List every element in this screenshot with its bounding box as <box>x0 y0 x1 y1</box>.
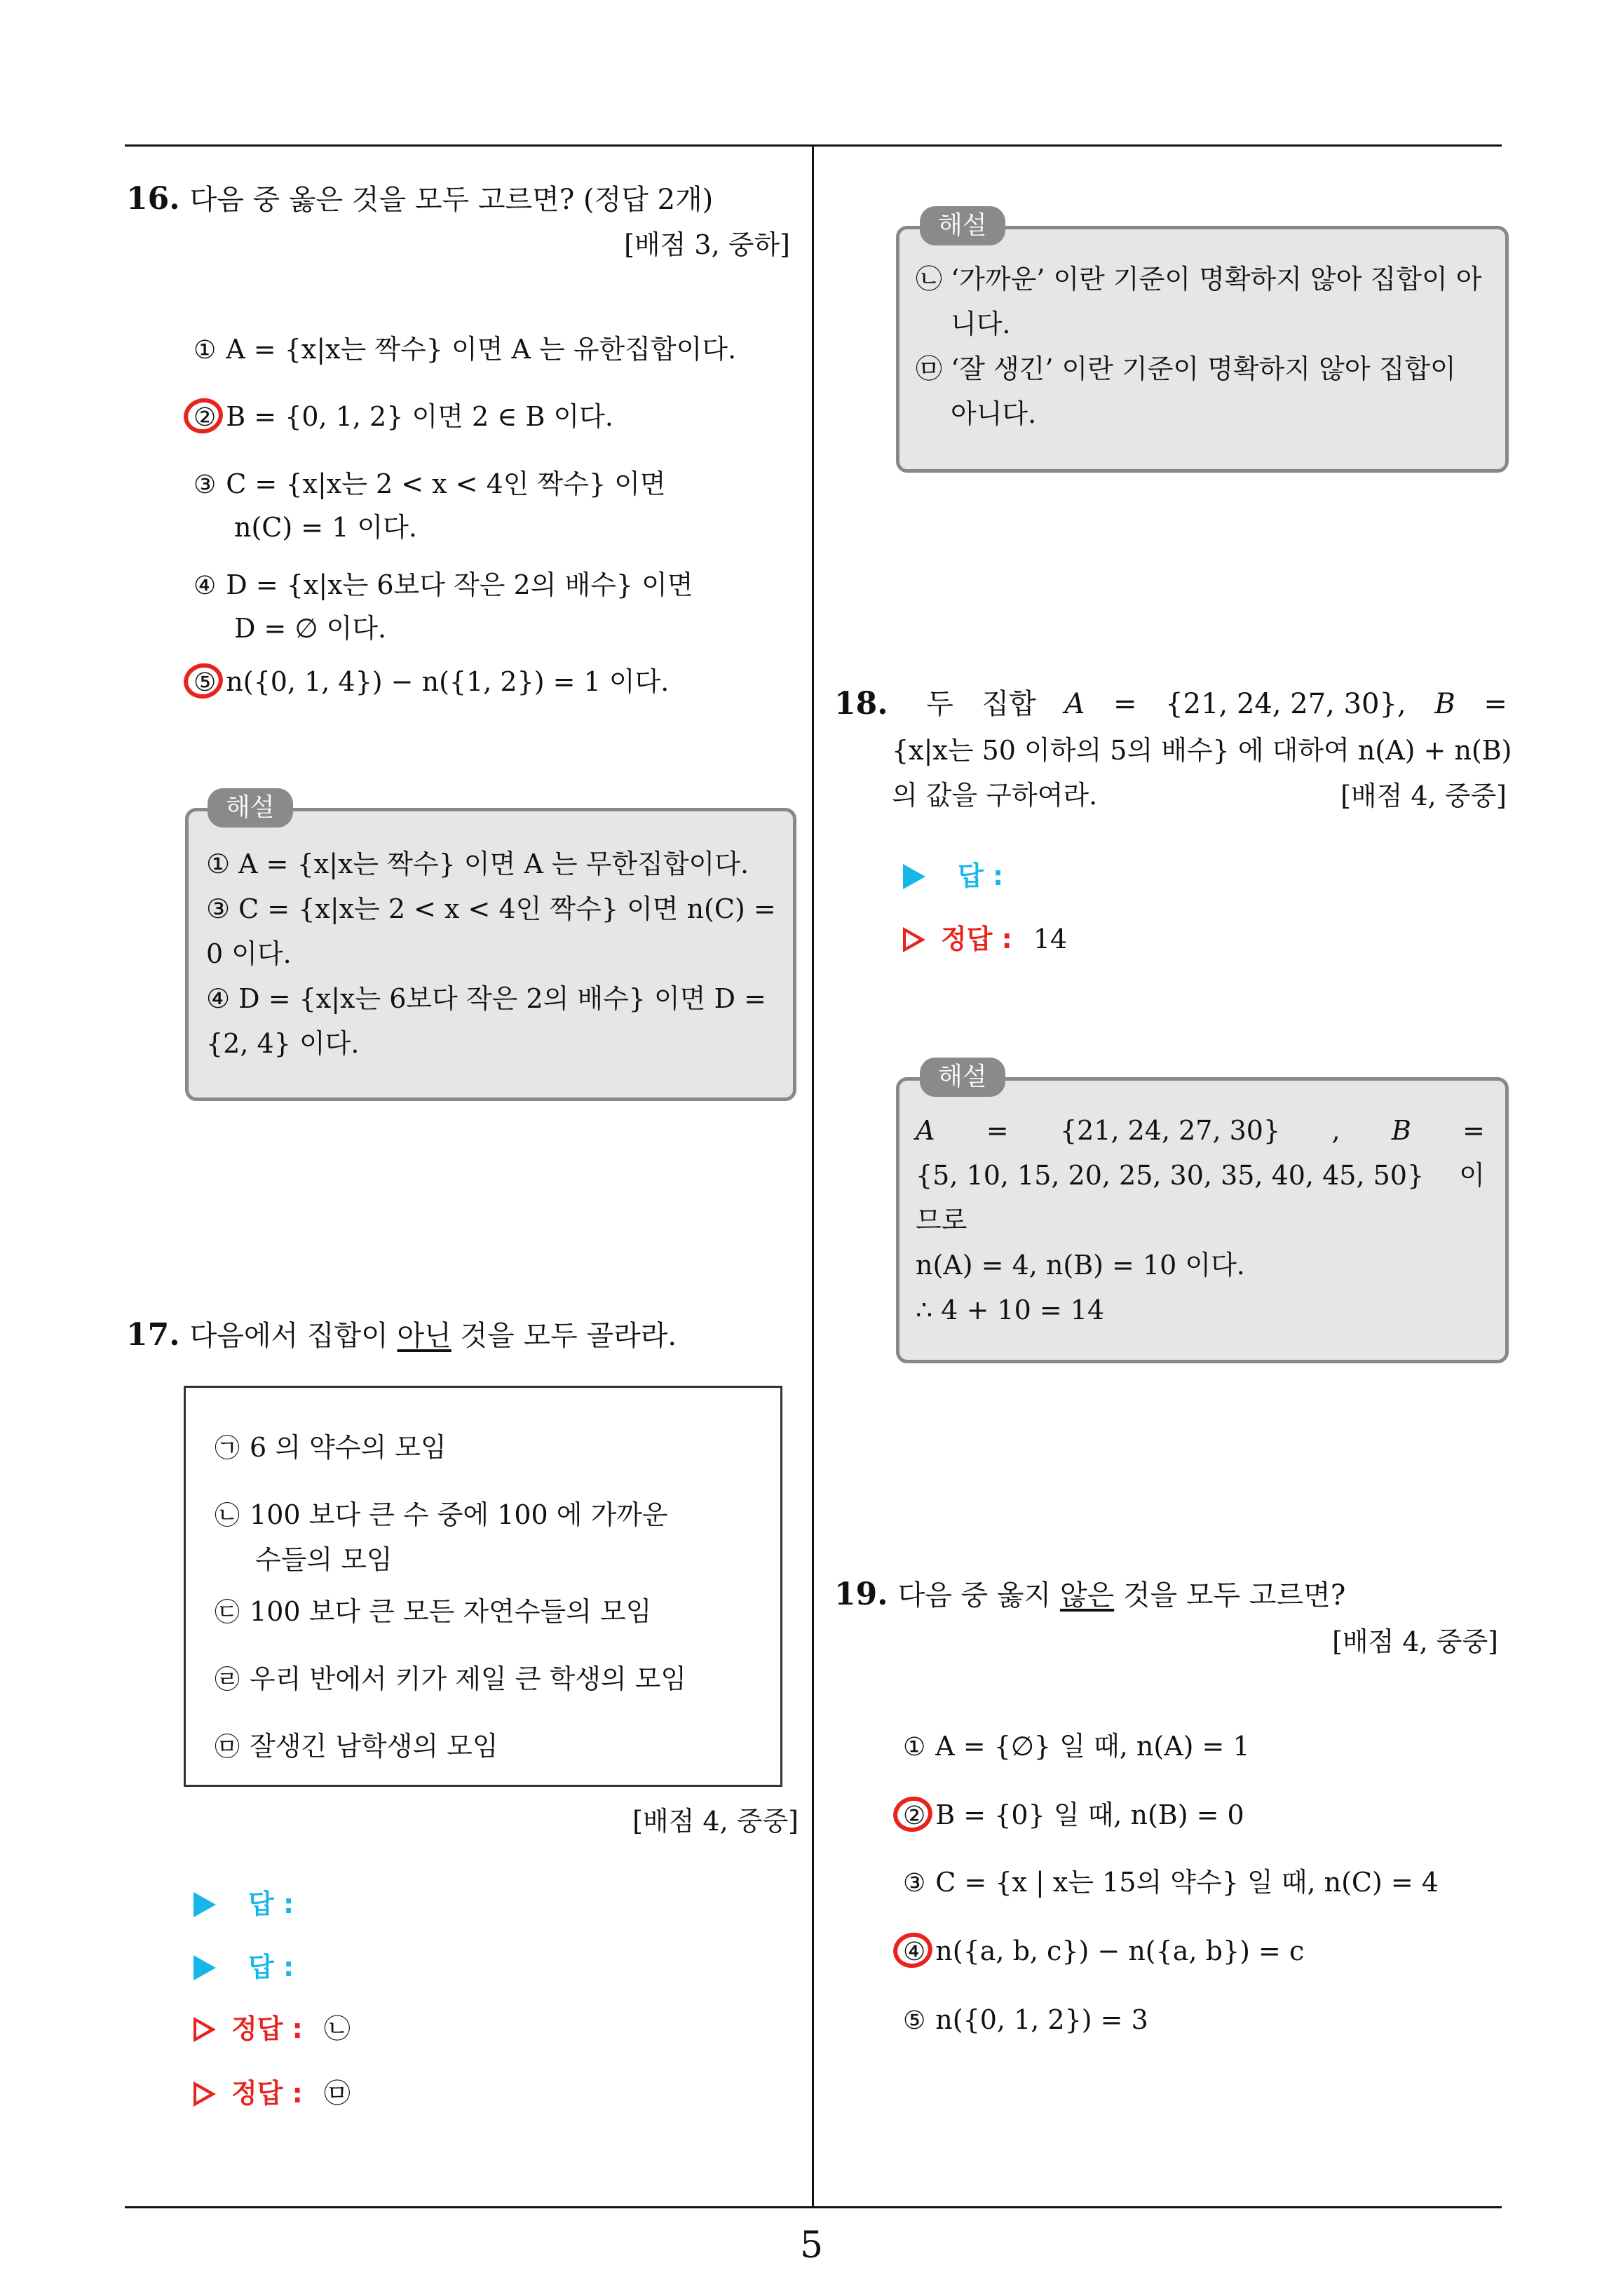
bottom-rule <box>125 2206 1502 2208</box>
question-17: 17. 다음에서 집합이 아닌 것을 모두 골라라. <box>126 1317 677 1353</box>
page-number: 5 <box>799 2224 824 2267</box>
option-5[interactable]: ⑤ n({0, 1, 2}) = 3 <box>903 2004 1148 2035</box>
solution-tag: 해설 <box>920 206 1005 245</box>
answer-field[interactable]: 답 : <box>903 858 1003 893</box>
solution-line: ③ C = {x|x는 2 < x < 4인 짝수} 이면 n(C) = <box>206 893 776 924</box>
outline-triangle-icon <box>193 2017 216 2042</box>
play-icon <box>193 1955 216 1980</box>
question-18-line1: 18. 두 집합 A = {21, 24, 27, 30}, B = <box>834 684 1507 724</box>
question-number: 17. <box>126 1317 180 1353</box>
question-19: 19. 다음 중 옳지 않은 것을 모두 고르면? <box>834 1576 1346 1612</box>
question-text: 다음 중 옳은 것을 모두 고르면? (정답 2개) <box>189 184 714 216</box>
score-label: [배점 4, 중중] <box>1332 1626 1498 1657</box>
solution-tag: 해설 <box>208 788 293 828</box>
score-label: [배점 4, 중중] <box>632 1806 799 1837</box>
option-b[interactable]: ㉡ 100 보다 큰 수 중에 100 에 가까운 <box>215 1499 668 1530</box>
option-3[interactable]: ③ C = {x | x는 15의 약수} 일 때, n(C) = 4 <box>903 1867 1439 1898</box>
solution-line: 므로 <box>916 1205 967 1236</box>
outline-triangle-icon <box>193 2081 216 2107</box>
solution-line: {2, 4} 이다. <box>206 1028 360 1059</box>
solution-line: ∴ 4 + 10 = 14 <box>916 1295 1105 1325</box>
solution-row: {5, 10, 15, 20, 25, 30, 35, 40, 45, 50} 이 <box>916 1160 1485 1191</box>
question-18-line3: 의 값을 구하여라. <box>892 780 1098 811</box>
solution-line: ㉤ ‘잘 생긴’ 이란 기준이 명확하지 않아 집합이 <box>916 353 1456 384</box>
play-icon <box>193 1892 216 1917</box>
solution-tag: 해설 <box>920 1058 1005 1097</box>
option-3[interactable]: ③ C = {x|x는 2 < x < 4인 짝수} 이면 <box>193 468 666 499</box>
answer-field[interactable]: 답 : <box>193 1950 294 1985</box>
question-16 <box>126 180 713 220</box>
question-number: 19. <box>834 1576 888 1612</box>
option-3-cont: n(C) = 1 이다. <box>234 512 417 543</box>
option-4[interactable]: ④ n({a, b, c}) − n({a, b}) = c <box>903 1936 1305 1966</box>
option-4-cont: D = ∅ 이다. <box>234 613 387 644</box>
option-4[interactable]: ④ D = {x|x는 6보다 작은 2의 배수} 이면 <box>193 569 693 600</box>
option-a[interactable]: ㉠ 6 의 약수의 모임 <box>215 1432 447 1463</box>
option-b-cont: 수들의 모임 <box>255 1544 393 1575</box>
solution-line: 아니다. <box>951 398 1037 429</box>
option-e[interactable]: ㉤ 잘생긴 남학생의 모임 <box>215 1731 498 1762</box>
score-label: [배점 4, 중중] <box>1340 781 1507 811</box>
question-18-line2: {x|x는 50 이하의 5의 배수} 에 대하여 n(A) + n(B) <box>892 735 1512 766</box>
correct-answer: 정답 : ㉤ <box>193 2076 351 2111</box>
solution-line: n(A) = 4, n(B) = 10 이다. <box>916 1250 1245 1281</box>
option-5[interactable]: ⑤ n({0, 1, 4}) − n({1, 2}) = 1 이다. <box>193 666 670 697</box>
solution-line: ㉡ ‘가까운’ 이란 기준이 명확하지 않아 집합이 아 <box>916 264 1482 295</box>
outline-triangle-icon <box>903 927 925 952</box>
option-1[interactable]: ① A = {∅} 일 때, n(A) = 1 <box>903 1731 1250 1762</box>
solution-line: ① A = {x|x는 짝수} 이면 A 는 무한집합이다. <box>206 849 749 879</box>
correct-answer: 정답 : 14 <box>903 921 1067 957</box>
question-number: 18. <box>834 686 888 722</box>
option-c[interactable]: ㉢ 100 보다 큰 모든 자연수들의 모임 <box>215 1596 652 1627</box>
solution-line: 니다. <box>951 309 1011 339</box>
play-icon <box>903 864 925 889</box>
option-1[interactable]: ① A = {x|x는 짝수} 이면 A 는 유한집합이다. <box>193 334 737 365</box>
option-2[interactable]: ② B = {0} 일 때, n(B) = 0 <box>903 1799 1244 1830</box>
correct-answer: 정답 : ㉡ <box>193 2011 351 2046</box>
score-label: [배점 3, 중하] <box>624 229 790 260</box>
solution-line: 0 이다. <box>206 938 292 969</box>
option-d[interactable]: ㉣ 우리 반에서 키가 제일 큰 학생의 모임 <box>215 1663 687 1694</box>
solution-line: ④ D = {x|x는 6보다 작은 2의 배수} 이면 D = <box>206 983 766 1014</box>
question-number: 16. <box>126 181 180 217</box>
answer-field[interactable]: 답 : <box>193 1886 294 1922</box>
solution-row: A = {21, 24, 27, 30} , B = <box>916 1115 1485 1146</box>
column-divider <box>812 146 814 2206</box>
option-2[interactable]: ② B = {0, 1, 2} 이면 2 ∈ B 이다. <box>193 401 613 432</box>
